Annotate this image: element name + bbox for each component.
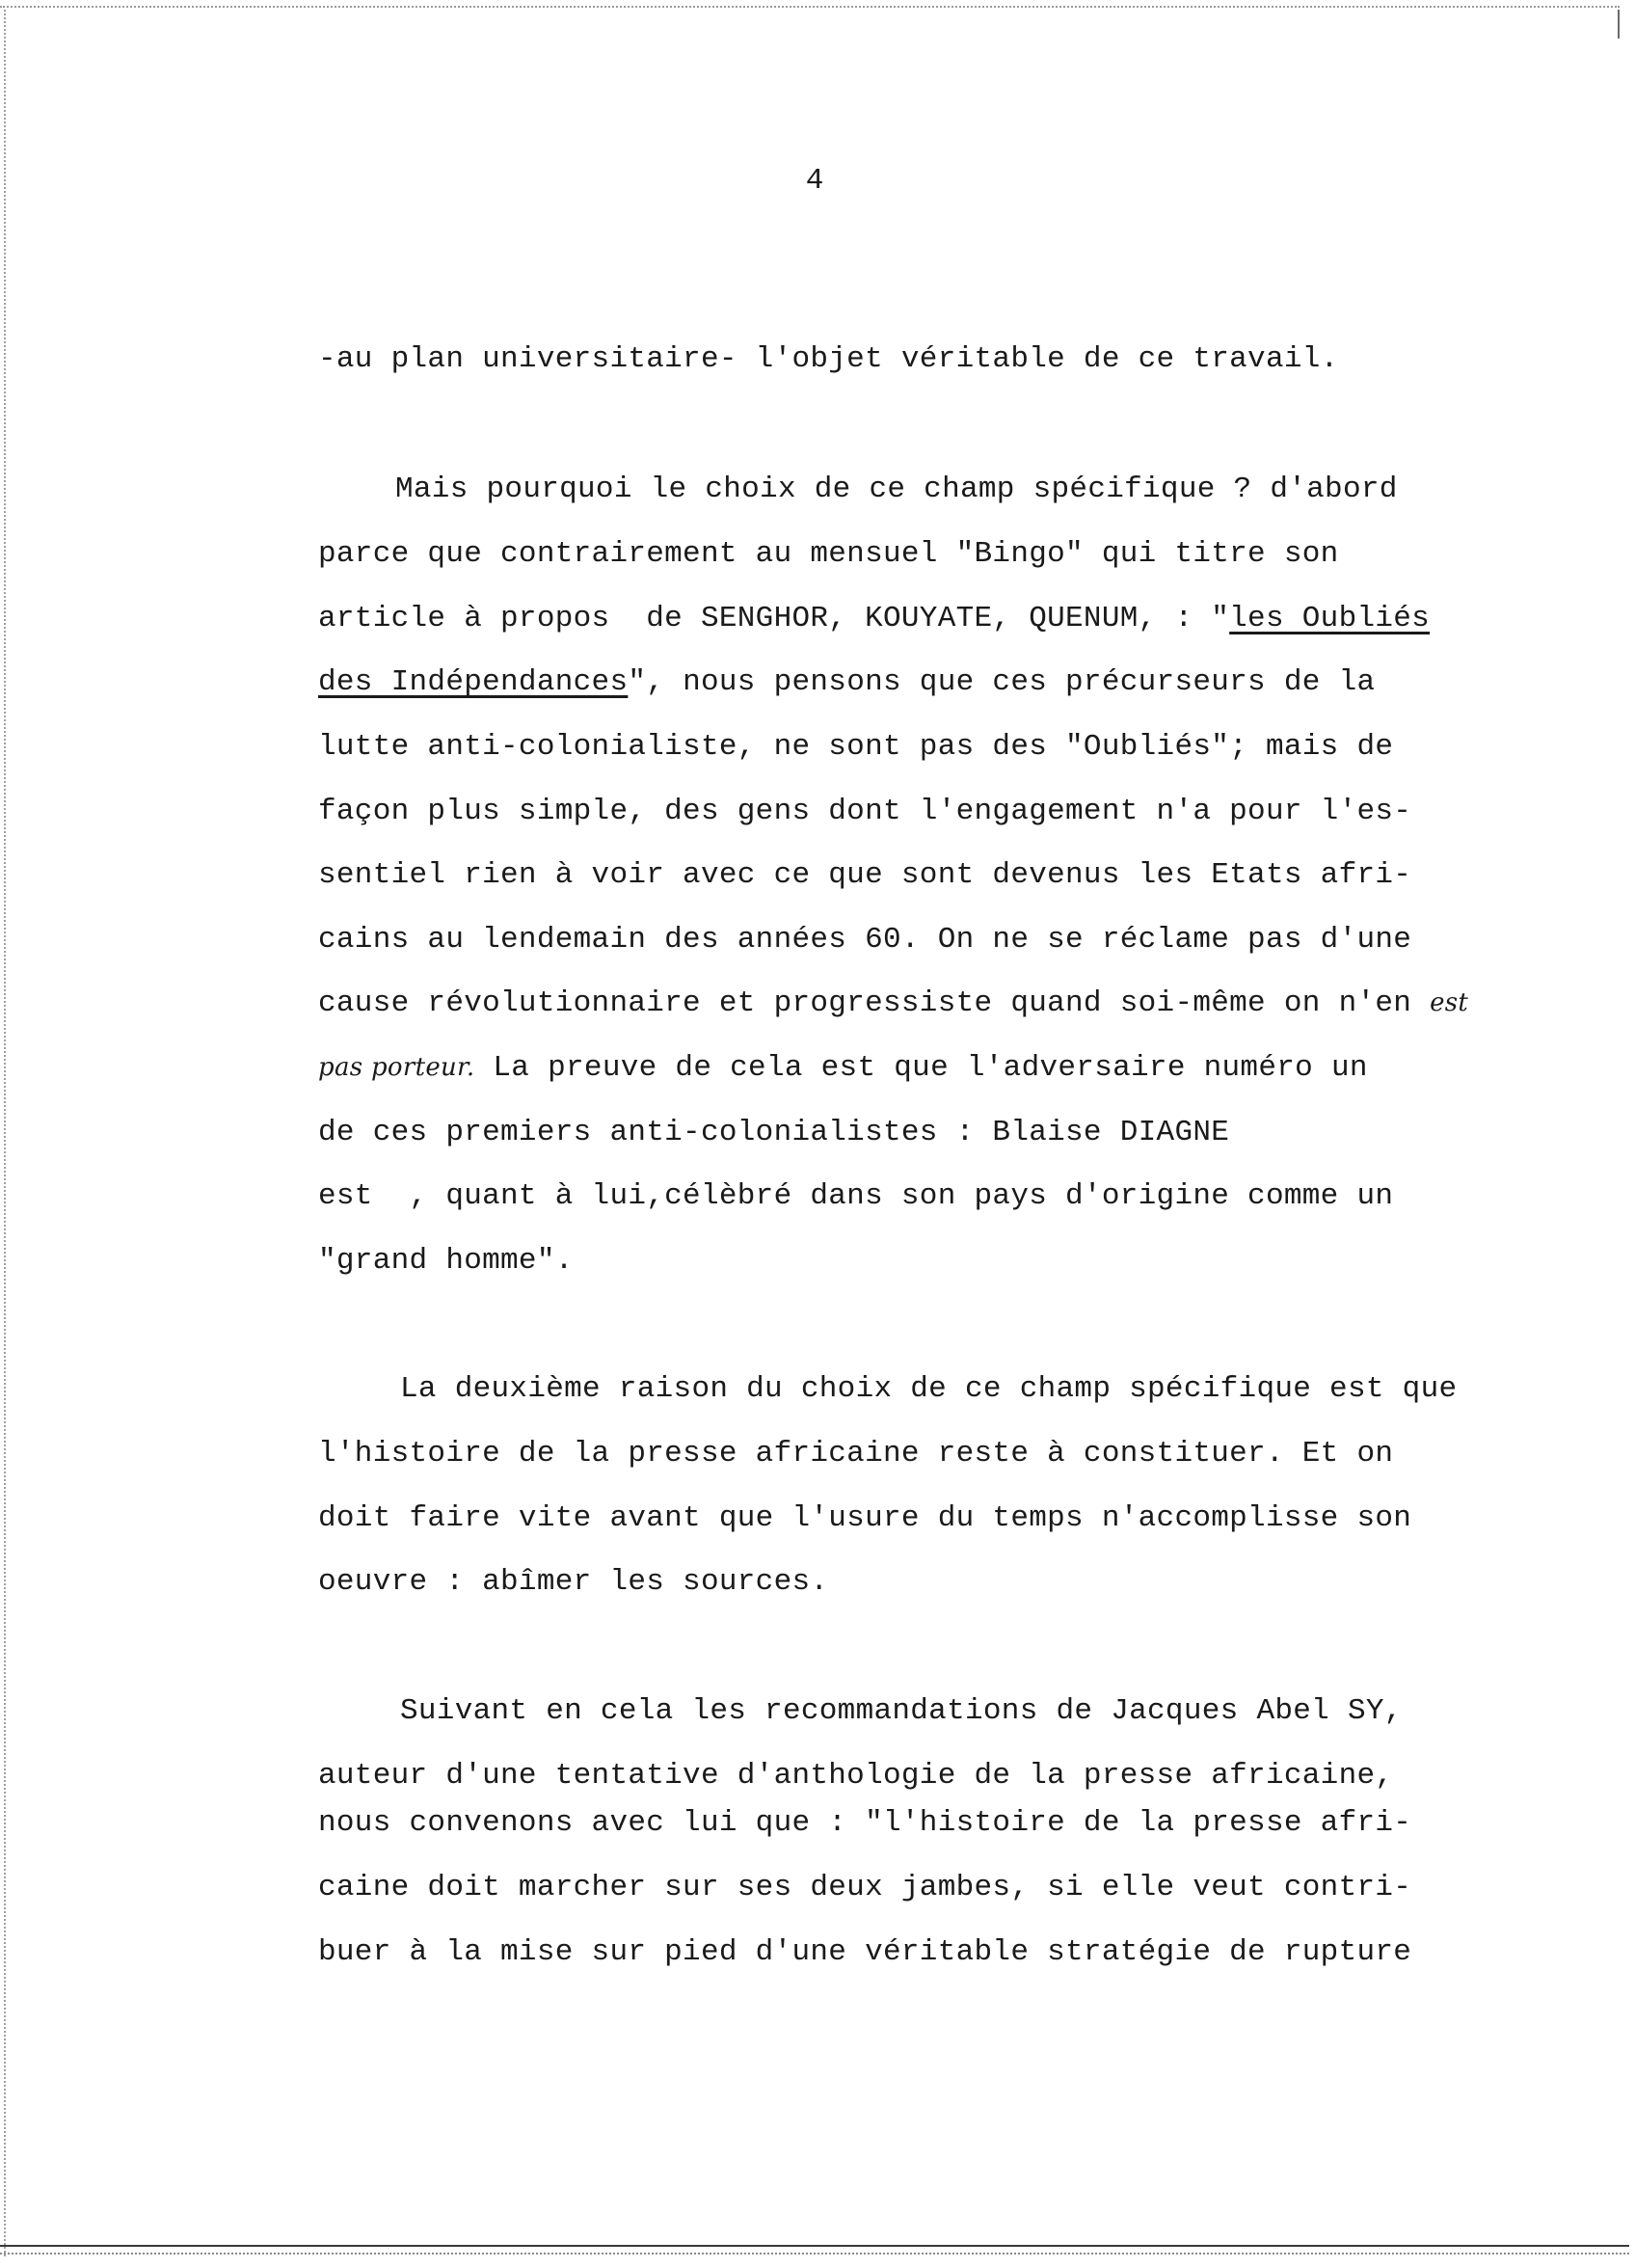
line-segment: La preuve de cela est que l'adversaire numéro un — [474, 1051, 1368, 1085]
text-line: parce que contrairement au mensuel "Bingo" qui titre son — [318, 537, 1339, 571]
text-line: de ces premiers anti-colonialistes : Blaise DIAGNE — [318, 1116, 1230, 1149]
text-line: lutte anti-colonialiste, ne sont pas des "Oubliés"; mais de — [318, 730, 1394, 764]
scan-right-edge — [1618, 10, 1622, 39]
text-line: -au plan universitaire- l'objet véritable de ce travail. — [318, 342, 1339, 376]
scan-bottom-edge — [0, 2245, 1629, 2254]
text-line: La deuxième raison du choix de ce champ spécifique est que — [400, 1372, 1458, 1406]
text-line — [318, 602, 1430, 635]
text-line: auteur d'une tentative d'anthologie de la presse africaine, — [318, 1759, 1394, 1793]
scan-left-edge — [4, 10, 9, 2256]
text-line: oeuvre : abîmer les sources. — [318, 1565, 829, 1599]
text-line: cains au lendemain des années 60. On ne se réclame pas d'une — [318, 923, 1412, 957]
line-segment: article à propos de SENGHOR, KOUYATE, QUENUM, : " — [318, 602, 1230, 635]
scan-top-edge — [0, 6, 1620, 11]
underlined-phrase: des Indépendances — [318, 665, 629, 699]
text-line: nous convenons avec lui que : "l'histoire de la presse afri- — [318, 1806, 1412, 1840]
text-line: buer à la mise sur pied d'une véritable stratégie de rupture — [318, 1935, 1412, 1969]
text-line: Suivant en cela les recommandations de Jacques Abel SY, — [400, 1694, 1403, 1728]
text-line — [318, 665, 1375, 699]
handwritten-annotation: pas porteur. — [318, 1053, 475, 1082]
text-line: caine doit marcher sur ses deux jambes, si elle veut contri- — [318, 1871, 1412, 1904]
text-line — [318, 986, 1468, 1020]
text-line: "grand homme". — [318, 1244, 574, 1278]
handwritten-annotation: est — [1430, 988, 1469, 1017]
underlined-phrase: les Oubliés — [1229, 602, 1431, 635]
text-line: Mais pourquoi le choix de ce champ spécifique ? d'abord — [395, 472, 1398, 506]
text-line: doit faire vite avant que l'usure du temps n'accomplisse son — [318, 1501, 1412, 1535]
text-line: façon plus simple, des gens dont l'engagement n'a pour l'es- — [318, 795, 1412, 828]
text-line — [318, 1051, 1368, 1085]
line-segment: cause révolutionnaire et progressiste quand soi-même on n'en — [318, 986, 1431, 1020]
text-line: sentiel rien à voir avec ce que sont devenus les Etats afri- — [318, 858, 1412, 892]
page-number: 4 — [805, 164, 824, 198]
line-segment: ", nous pensons que ces précurseurs de la — [628, 665, 1376, 699]
text-line: l'histoire de la presse africaine reste à constituer. Et on — [318, 1437, 1394, 1471]
text-line: est , quant à lui,célèbré dans son pays d'origine comme un — [318, 1179, 1394, 1213]
